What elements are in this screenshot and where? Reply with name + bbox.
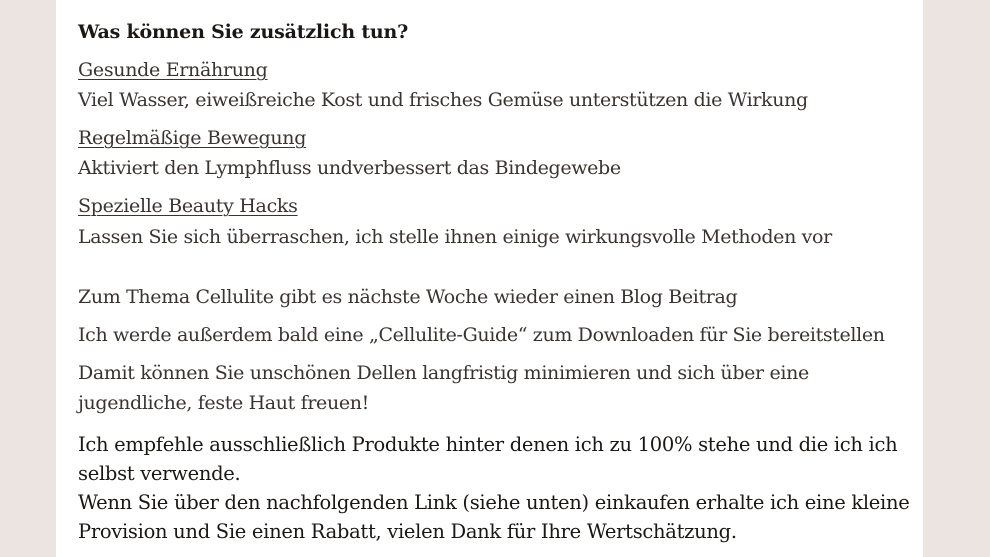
tip-text-beauty-hacks: Lassen Sie sich überraschen, ich stelle ihnen einige wirkungsvolle Methoden vor (78, 226, 832, 248)
paragraph-blog-announcement: Zum Thema Cellulite gibt es nächste Woche wieder einen Blog Beitrag (78, 286, 738, 308)
tip-title-nutrition: Gesunde Ernährung (78, 59, 268, 81)
tip-text-exercise: Aktiviert den Lymphfluss undverbessert das Bindegewebe (78, 157, 621, 179)
tip-title-exercise: Regelmäßige Bewegung (78, 127, 307, 149)
paragraph-guide-announcement: Ich werde außerdem bald eine „Cellulite-Guide“ zum Downloaden für Sie bereitstellen (78, 324, 885, 346)
paragraph-benefit: Damit können Sie unschönen Dellen langfristig minimieren und sich über eine jugendliche, feste Haut freuen! (78, 362, 809, 414)
disclosure-statement: Ich empfehle ausschließlich Produkte hinter denen ich zu 100% stehe und die ich ich selbst verwende. (78, 433, 898, 485)
section-heading: Was können Sie zusätzlich tun? (78, 21, 409, 43)
affiliate-notice: Wenn Sie über den nachfolgenden Link (siehe unten) einkaufen erhalte ich eine kleine Provision und Sie einen Rabatt, vielen Dank für Ihre Wertschätzung. (78, 491, 910, 543)
article-card (56, 0, 923, 557)
tip-text-nutrition: Viel Wasser, eiweißreiche Kost und frisches Gemüse unterstützen die Wirkung (78, 89, 808, 111)
tip-title-beauty-hacks: Spezielle Beauty Hacks (78, 195, 298, 217)
